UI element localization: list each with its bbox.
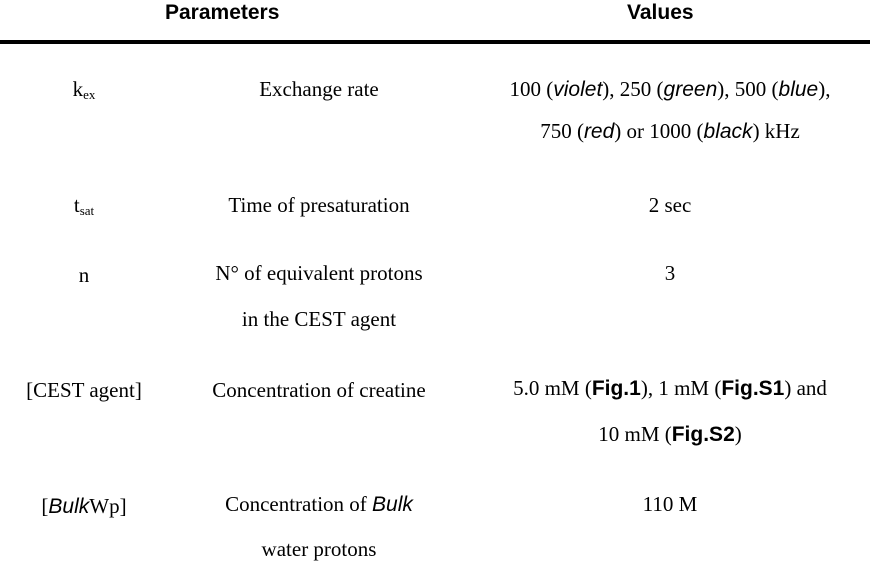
value-exchange-rate-line2: 750 (red) or 1000 (black) kHz <box>540 119 800 143</box>
header-rule <box>0 40 870 44</box>
description-bulk-line2: water protons <box>261 537 377 561</box>
value-creatine-line1: 5.0 mM (Fig.1), 1 mM (Fig.S1) and <box>513 376 827 400</box>
description-presaturation: Time of presaturation <box>228 193 410 217</box>
description-protons-line2: in the CEST agent <box>241 307 397 331</box>
value-bulk: 110 M <box>642 492 698 516</box>
symbol-bulk-wp: [BulkWp] <box>41 494 127 518</box>
symbol-kex: $k_{ex}$ <box>72 77 96 102</box>
symbol-tsat: $t_{sat}$ <box>73 193 95 218</box>
value-exchange-rate-line1: 100 (violet), 250 (green), 500 (blue), <box>509 77 831 101</box>
value-protons: 3 <box>664 261 676 285</box>
description-bulk-line1: Concentration of Bulk <box>225 492 413 516</box>
symbol-cest-agent: [CEST agent] <box>26 378 142 402</box>
value-creatine-line2: 10 mM (Fig.S2) <box>598 422 742 446</box>
value-presaturation: 2 sec <box>648 193 692 217</box>
description-protons-line1: N° of equivalent protons <box>215 261 423 285</box>
header-parameters: Parameters <box>165 1 280 24</box>
header-values: Values <box>627 1 694 24</box>
description-exchange-rate: Exchange rate <box>259 77 379 101</box>
description-creatine: Concentration of creatine <box>212 378 426 402</box>
symbol-n: n <box>78 263 90 287</box>
